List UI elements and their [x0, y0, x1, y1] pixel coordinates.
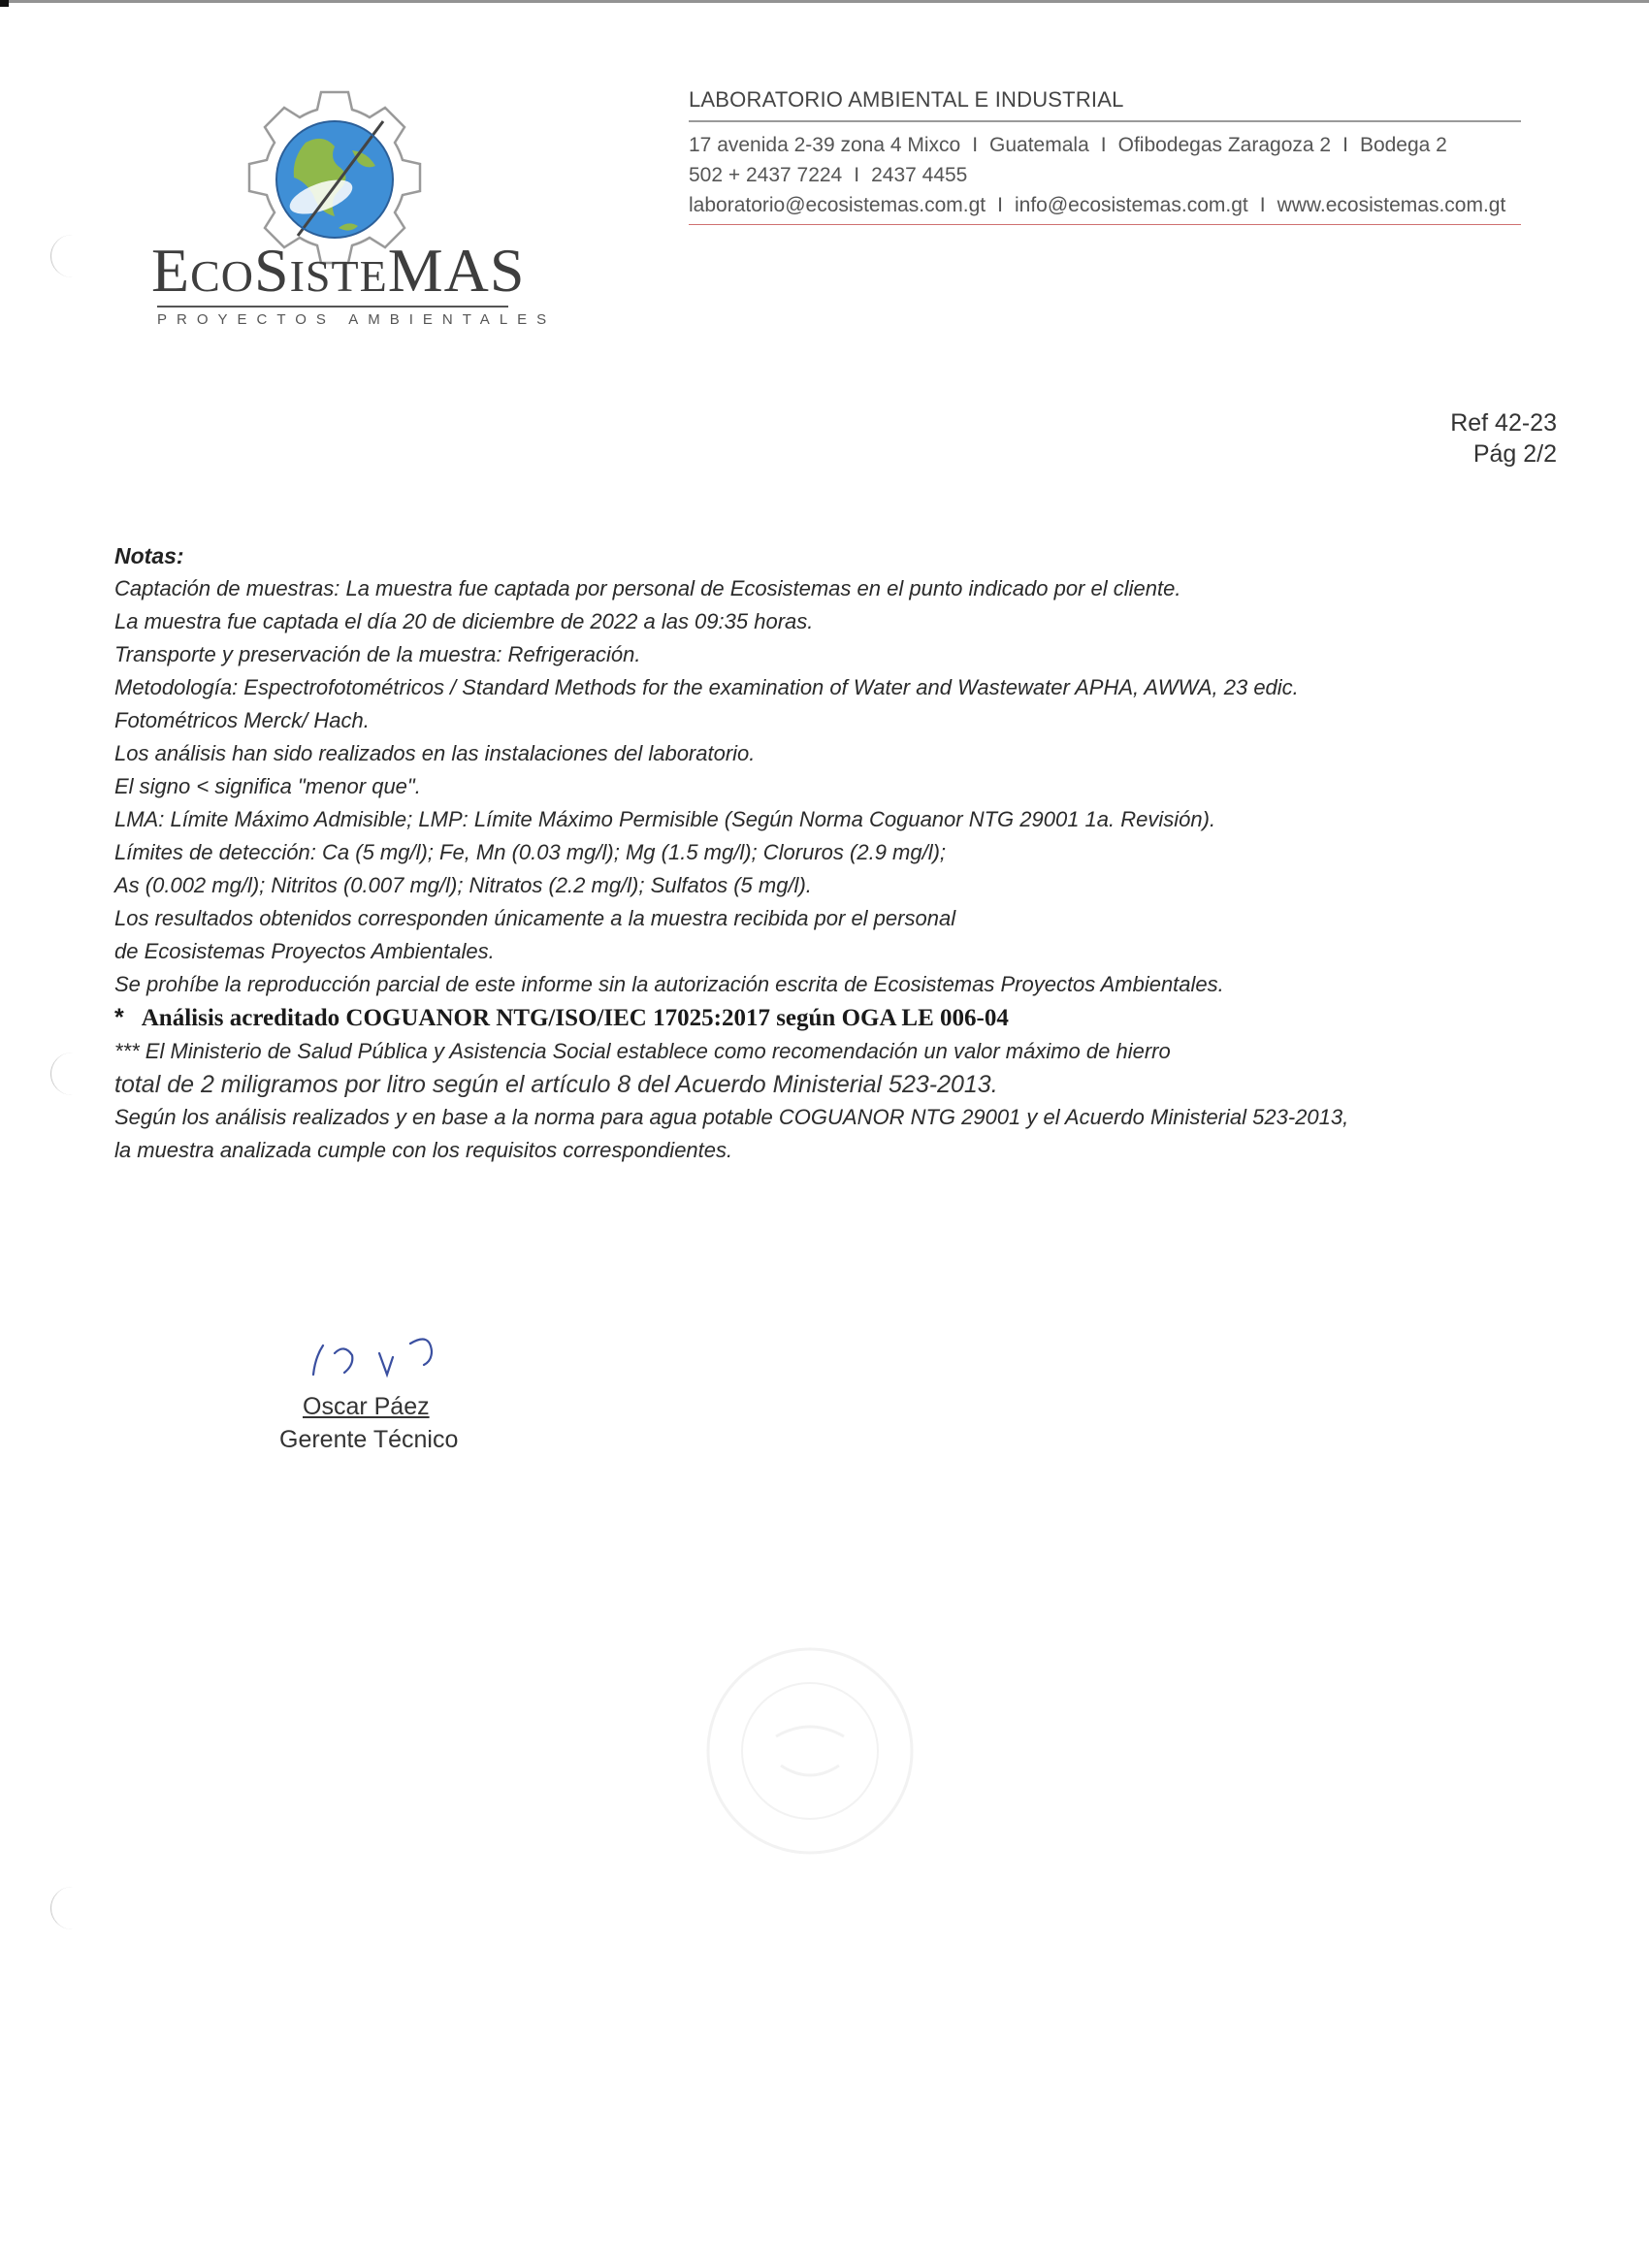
notes-title: Notas:: [114, 543, 184, 568]
note-line: La muestra fue captada el día 20 de diciembre de 2022 a las 09:35 horas.: [114, 609, 814, 633]
website: www.ecosistemas.com.gt: [1277, 194, 1506, 216]
note-line: LMA: Límite Máximo Admisible; LMP: Límite Máximo Permisible (Según Norma Coguanor NTG 29001 1a. Revisión).: [114, 807, 1216, 831]
notes-section: [114, 539, 1550, 1167]
header-address-line: [689, 130, 1523, 160]
logo-tagline: PROYECTOS AMBIENTALES: [157, 311, 557, 328]
phone-primary: 502 + 2437 7224: [689, 164, 843, 186]
faded-stamp-icon: [698, 1639, 922, 1863]
header-separator: I: [997, 194, 1003, 216]
header-bottom-divider: [689, 224, 1521, 225]
handwritten-signature: [296, 1324, 461, 1392]
phone-secondary: 2437 4455: [871, 164, 968, 186]
logo-divider: [157, 306, 508, 308]
punch-hole-mark: [50, 1887, 94, 1929]
signatory-role: Gerente Técnico: [279, 1426, 459, 1453]
address-unit: Bodega 2: [1359, 134, 1447, 156]
note-line: El signo < significa "menor que".: [114, 774, 421, 798]
header-phone-line: [689, 160, 1523, 190]
note-line: Metodología: Espectrofotométricos / Standard Methods for the examination of Water and Wastewater APHA, AWWA, 23 edic.: [114, 675, 1299, 699]
ref-number: Ref 42-23: [1450, 409, 1557, 437]
note-line: Fotométricos Merck/ Hach.: [114, 708, 370, 732]
punch-hole-mark: [50, 235, 94, 277]
scan-mark: [0, 0, 9, 7]
lab-header: [689, 87, 1523, 225]
note-line: Los análisis han sido realizados en las instalaciones del laboratorio.: [114, 741, 756, 765]
email-info: info@ecosistemas.com.gt: [1014, 194, 1248, 216]
note-line: Se prohíbe la reproducción parcial de este informe sin la autorización escrita de Ecosistemas Proyectos Ambientales.: [114, 972, 1224, 996]
punch-hole-mark: [50, 1053, 94, 1095]
header-separator: I: [854, 164, 860, 186]
note-line: As (0.002 mg/l); Nitritos (0.007 mg/l); Nitratos (2.2 mg/l); Sulfatos (5 mg/l).: [114, 873, 812, 897]
header-separator: I: [972, 134, 979, 156]
ministry-note-continued: total de 2 miligramos por litro según el artículo 8 del Acuerdo Ministerial 523-2013.: [114, 1071, 998, 1098]
logo-wordmark: ECOSISTEMAS: [151, 236, 526, 305]
note-line: Transporte y preservación de la muestra: Refrigeración.: [114, 642, 641, 666]
note-line: Captación de muestras: La muestra fue captada por personal de Ecosistemas en el punto indicado por el cliente.: [114, 576, 1181, 600]
lab-name: LABORATORIO AMBIENTAL E INDUSTRIAL: [689, 87, 1124, 112]
note-line: Límites de detección: Ca (5 mg/l); Fe, Mn (0.03 mg/l); Mg (1.5 mg/l); Cloruros (2.9 mg/l);: [114, 840, 947, 864]
document-reference: [1450, 407, 1557, 470]
conclusion-line: la muestra analizada cumple con los requisitos correspondientes.: [114, 1138, 733, 1162]
header-separator: I: [1100, 134, 1107, 156]
accreditation-star: *: [114, 1004, 124, 1031]
address-city: Guatemala: [989, 134, 1089, 156]
accreditation-text: Análisis acreditado COGUANOR NTG/ISO/IEC 17025:2017 según OGA LE 006-04: [141, 1005, 1009, 1031]
address-street: 17 avenida 2-39 zona 4 Mixco: [689, 134, 961, 156]
scan-edge: [0, 0, 1649, 3]
note-line: Los resultados obtenidos corresponden únicamente a la muestra recibida por el personal: [114, 906, 956, 930]
company-logo: [146, 82, 557, 335]
address-complex: Ofibodegas Zaragoza 2: [1117, 134, 1332, 156]
note-line: de Ecosistemas Proyectos Ambientales.: [114, 939, 495, 963]
signatory-name: Oscar Páez: [303, 1393, 430, 1420]
accreditation-statement: [114, 1001, 1550, 1035]
header-divider: [689, 120, 1521, 122]
page-number: Pág 2/2: [1472, 440, 1557, 468]
email-laboratorio: laboratorio@ecosistemas.com.gt: [689, 194, 986, 216]
header-separator: I: [1259, 194, 1266, 216]
conclusion-line: Según los análisis realizados y en base a la norma para agua potable COGUANOR NTG 29001 y el Acuerdo Ministerial 523-2013,: [114, 1105, 1349, 1129]
header-separator: I: [1342, 134, 1348, 156]
ministry-note: *** El Ministerio de Salud Pública y Asistencia Social establece como recomendación un valor máximo de hierro: [114, 1039, 1171, 1063]
header-contact-line: [689, 190, 1523, 220]
